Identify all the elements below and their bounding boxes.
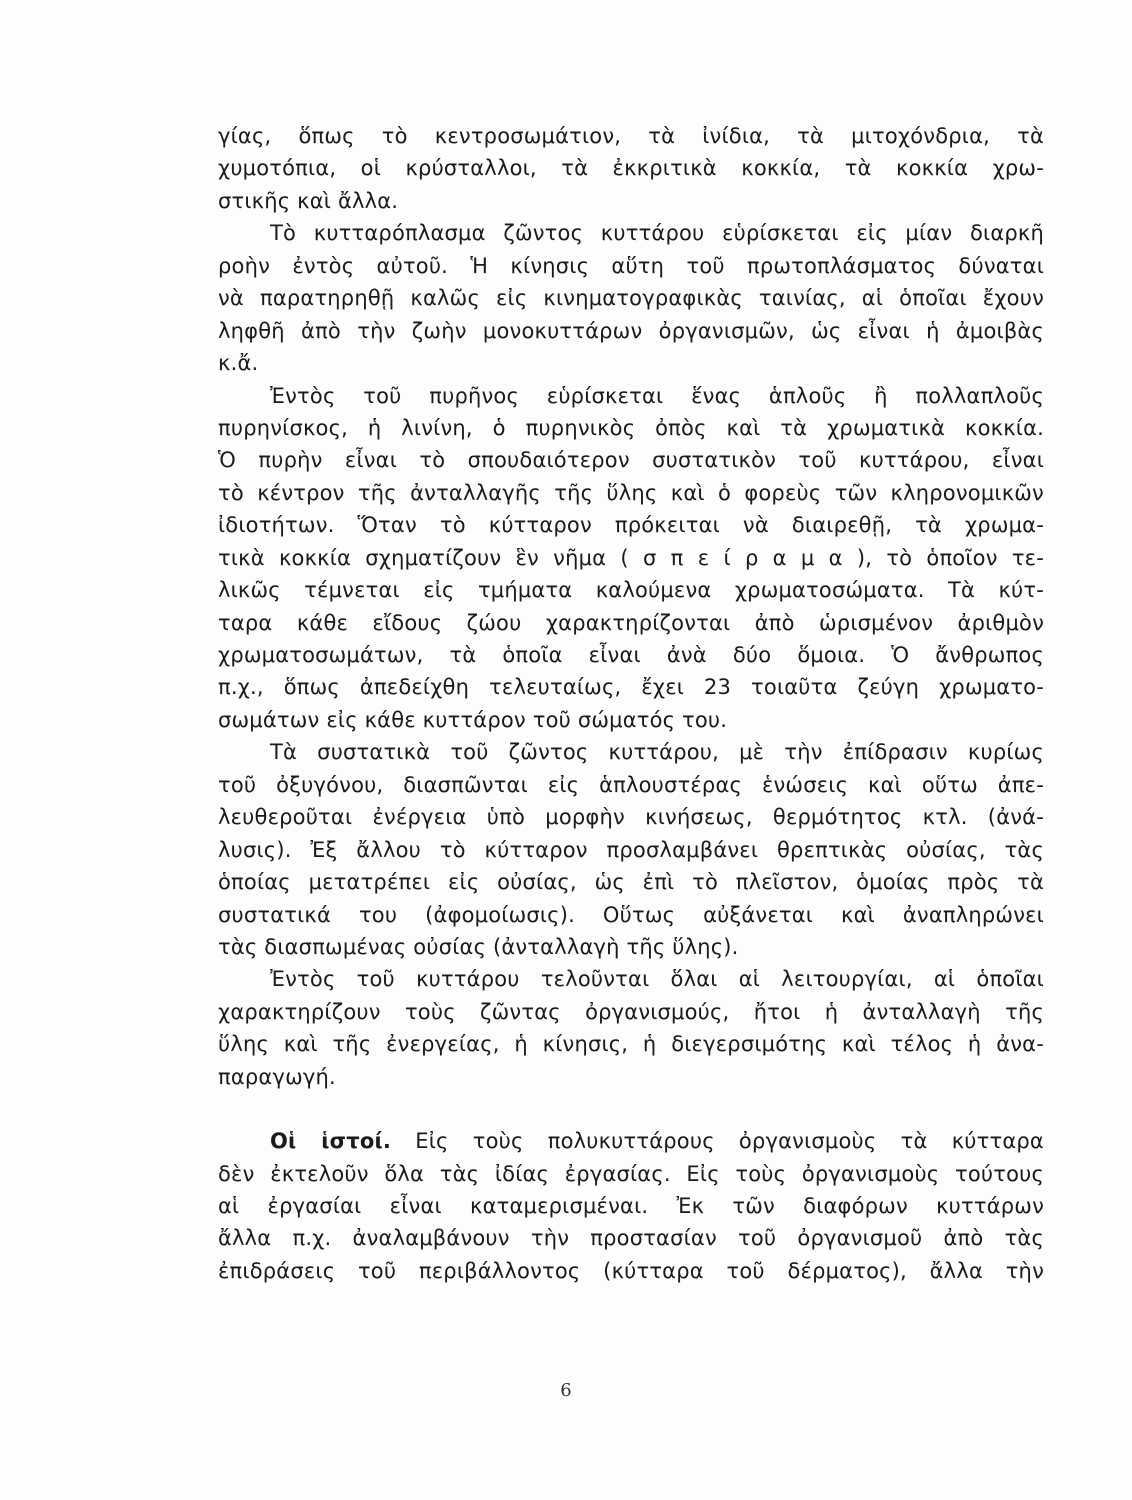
text-line: δὲν ἐκτελοῦν ὅλα τὰς ἰδίας ἐργασίας. Εἰς τοὺς ὀργανισμοὺς τούτους xyxy=(218,1161,1044,1186)
text-line: χυμοτόπια, οἱ κρύσταλλοι, τὰ ἐκκριτικὰ κοκκία, τὰ κοκκία χρω- xyxy=(218,156,1044,181)
text-line: σωμάτων εἰς κάθε κυττάρον τοῦ σώματός του. xyxy=(218,707,728,732)
section-first-line xyxy=(218,1125,1044,1157)
text-line: κ.ἄ. xyxy=(218,351,259,376)
text-line: λυσις). Ἐξ ἄλλου τὸ κύτταρον προσλαμβάνει θρεπτικὰς οὐσίας, τὰς xyxy=(218,837,1044,862)
text-line: χρωματοσωμάτων, τὰ ὁποῖα εἶναι ἀνὰ δύο ὅμοια. Ὁ ἄνθρωπος xyxy=(218,643,1044,667)
text-line: π.χ., ὅπως ἀπεδείχθη τελευταίως, ἔχει 23 τοιαῦτα ζεύγη χρωματο- xyxy=(218,675,1044,700)
text-line: νὰ παρατηρηθῇ καλῶς εἰς κινηματογραφικὰς ταινίας, αἱ ὁποῖαι ἔχουν xyxy=(218,286,1044,311)
text-line: γίας, ὅπως τὸ κεντροσωμάτιον, τὰ ἰνίδια, τὰ μιτοχόνδρια, τὰ xyxy=(218,124,1044,148)
text-line: ἄλλα π.χ. ἀναλαμβάνουν τὴν προστασίαν τοῦ ὀργανισμοῦ ἀπὸ τὰς xyxy=(218,1226,1044,1251)
text-line: ὁποίας μετατρέπει εἰς οὐσίας, ὡς ἐπὶ τὸ πλεῖστον, ὁμοίας πρὸς τὰ xyxy=(218,870,1044,895)
text-line: ληφθῆ ἀπὸ τὴν ζωὴν μονοκυττάρων ὀργανισμῶν, ὡς εἶναι ἡ ἀμοιβὰς xyxy=(218,318,1044,343)
text-line: ροὴν ἐντὸς αὐτοῦ. Ἡ κίνησις αὕτη τοῦ πρωτοπλάσματος δύναται xyxy=(218,253,1044,278)
text-line: Ἐντὸς τοῦ πυρῆνος εὑρίσκεται ἕνας ἁπλοῦς ἢ πολλαπλοῦς xyxy=(270,383,1044,408)
text-line: τὰς διασπωμένας οὐσίας (ἀνταλλαγὴ τῆς ὕλης). xyxy=(218,934,739,959)
text-line: παραγωγή. xyxy=(218,1064,336,1089)
page-number: 6 xyxy=(560,1380,572,1401)
text-line: Τὰ συστατικὰ τοῦ ζῶντος κυττάρου, μὲ τὴν ἐπίδρασιν κυρίως xyxy=(270,740,1044,765)
text-line: λικῶς τέμνεται εἰς τμήματα καλούμενα χρωματοσώματα. Τὰ κύτ- xyxy=(218,578,1044,603)
section-spacer xyxy=(218,1093,1044,1125)
text-line: αἱ ἐργασίαι εἶναι καταμερισμέναι. Ἐκ τῶν διαφόρων κυττάρων xyxy=(218,1194,1044,1218)
text-line: ἰδιοτήτων. Ὅταν τὸ κύτταρον πρόκειται νὰ διαιρεθῇ, τὰ χρωμα- xyxy=(218,513,1044,538)
text-line: τὸ κέντρον τῆς ἀνταλλαγῆς τῆς ὕλης καὶ ὁ φορεὺς τῶν κληρονομικῶν xyxy=(218,480,1044,505)
text-line: πυρηνίσκος, ἡ λινίνη, ὁ πυρηνικὸς ὀπὸς καὶ τὰ χρωματικὰ κοκκία. xyxy=(218,415,1044,440)
section-line-text: Εἰς τοὺς πολυκυττάρους ὀργανισμοὺς τὰ κύτταρα xyxy=(415,1129,1044,1154)
text-line: τοῦ ὀξυγόνου, διασπῶνται εἰς ἁπλουστέρας ἑνώσεις καὶ οὕτω ἀπε- xyxy=(218,772,1044,797)
text-line: συστατικά του (ἀφομοίωσις). Οὕτως αὐξάνεται καὶ ἀναπληρώνει xyxy=(218,902,1044,927)
text-line: ἐπιδράσεις τοῦ περιβάλλοντος (κύτταρα τοῦ δέρματος), ἄλλα τὴν xyxy=(218,1258,1044,1283)
text-line: Ὁ πυρὴν εἶναι τὸ σπουδαιότερον συστατικὸν τοῦ κυττάρου, εἶναι xyxy=(218,448,1044,473)
text-line: τικὰ κοκκία σχηματίζουν ἓν νῆμα ( σ π ε ί ρ α μ α ), τὸ ὁποῖον τε- xyxy=(218,545,1044,570)
text-line: χαρακτηρίζουν τοὺς ζῶντας ὀργανισμούς, ἤτοι ἡ ἀνταλλαγὴ τῆς xyxy=(218,999,1044,1024)
body-text xyxy=(218,120,1044,1287)
text-line: Ἐντὸς τοῦ κυττάρου τελοῦνται ὅλαι αἱ λειτουργίαι, αἱ ὁποῖαι xyxy=(270,967,1044,992)
text-line: στικῆς καὶ ἄλλα. xyxy=(218,188,399,213)
text-line: ὕλης καὶ τῆς ἐνεργείας, ἡ κίνησις, ἡ διεγερσιμότης καὶ τέλος ἡ ἀνα- xyxy=(218,1032,1044,1057)
section-heading: Οἱ ἱστοί. xyxy=(270,1129,392,1154)
text-line: λευθεροῦται ἐνέργεια ὑπὸ μορφὴν κινήσεως, θερμότητος κτλ. (ἀνά- xyxy=(218,805,1044,830)
text-line: Τὸ κυτταρόπλασμα ζῶντος κυττάρου εὑρίσκεται εἰς μίαν διαρκῆ xyxy=(270,221,1044,246)
text-line: ταρα κάθε εἴδους ζώου χαρακτηρίζονται ἀπὸ ὡρισμένον ἀριθμὸν xyxy=(218,610,1044,635)
